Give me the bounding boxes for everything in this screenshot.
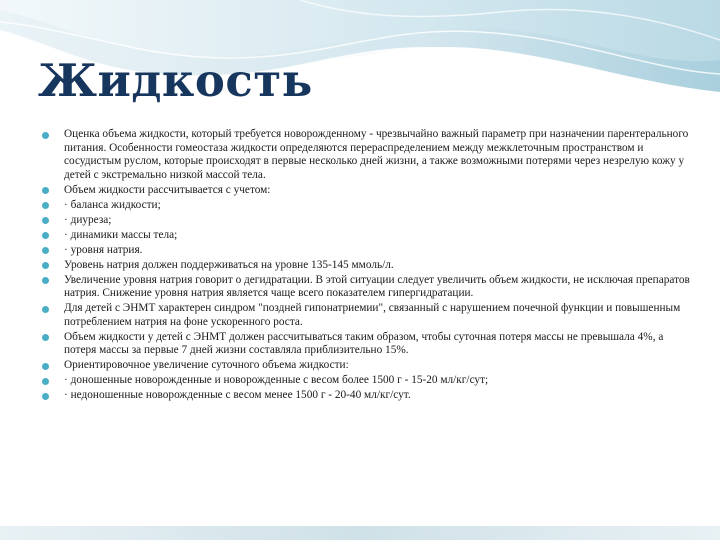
- list-item: [40, 302, 698, 329]
- bullet-dot-icon: [42, 247, 49, 254]
- bullet-dot-icon: [42, 393, 49, 400]
- list-item-text: Объем жидкости рассчитывается с учетом:: [64, 183, 271, 196]
- list-item-text: · динамики массы тела;: [64, 228, 178, 241]
- list-item: [40, 199, 698, 213]
- bullet-dot-icon: [42, 334, 49, 341]
- bullet-dot-icon: [42, 306, 49, 313]
- bullet-dot-icon: [42, 262, 49, 269]
- list-item-text: Оценка объема жидкости, который требуется новорожденному - чрезвычайно важный параметр при назначении парентерального питания. Особенности гомеостаза жидкости определяются перераспределением между межклеточным пространством и сосудистым руслом, которые происходят в первые несколько дней жизни, а также возможными потерями через незрелую кожу у детей с экстремально низкой массой тела.: [64, 128, 689, 181]
- list-item-text: Увеличение уровня натрия говорит о дегидратации. В этой ситуации следует увеличить объем жидкости, не исключая препаратов натрия. Снижение уровня натрия является чаще всего показателем гипергидратации.: [64, 273, 690, 299]
- list-item-text: · недоношенные новорожденные с весом менее 1500 г - 20-40 мл/кг/сут.: [64, 389, 411, 401]
- footer-decoration: [0, 526, 720, 540]
- bullet-dot-icon: [42, 378, 49, 385]
- bullet-dot-icon: [42, 217, 49, 224]
- list-item: [40, 229, 698, 243]
- list-item-text: · баланса жидкости;: [64, 198, 161, 211]
- bullet-dot-icon: [42, 132, 49, 139]
- slide-title: Жидкость: [38, 54, 313, 107]
- list-item: [40, 274, 698, 301]
- list-item-text: Объем жидкости у детей с ЭНМТ должен рассчитываться таким образом, чтобы суточная потеря массы не превышала 4%, а потеря массы за первые 7 дней жизни составляла приблизительно 15%.: [64, 330, 664, 356]
- bullet-list: [40, 128, 698, 404]
- list-item: [40, 359, 698, 373]
- list-item: [40, 214, 698, 228]
- bullet-dot-icon: [42, 363, 49, 370]
- list-item: [40, 374, 698, 388]
- list-item: [40, 259, 698, 273]
- list-item: [40, 184, 698, 198]
- list-item: [40, 128, 698, 182]
- list-item-text: · диуреза;: [64, 213, 112, 226]
- list-item-text: Уровень натрия должен поддерживаться на уровне 135-145 ммоль/л.: [64, 258, 394, 271]
- bullet-dot-icon: [42, 232, 49, 239]
- list-item-text: Для детей с ЭНМТ характерен синдром "поздней гипонатриемии", связанный с нарушением почечной функции и повышенным потреблением натрия на фоне ускоренного роста.: [64, 302, 681, 328]
- list-item: [40, 389, 698, 403]
- list-item: [40, 331, 698, 358]
- list-item: [40, 244, 698, 258]
- list-item-text: Ориентировочное увеличение суточного объема жидкости:: [64, 359, 349, 371]
- bullet-dot-icon: [42, 277, 49, 284]
- bullet-dot-icon: [42, 202, 49, 209]
- bullet-dot-icon: [42, 187, 49, 194]
- list-item-text: · уровня натрия.: [64, 243, 143, 256]
- list-item-text: · доношенные новорожденные и новорожденные с весом более 1500 г - 15-20 мл/кг/сут;: [64, 374, 489, 386]
